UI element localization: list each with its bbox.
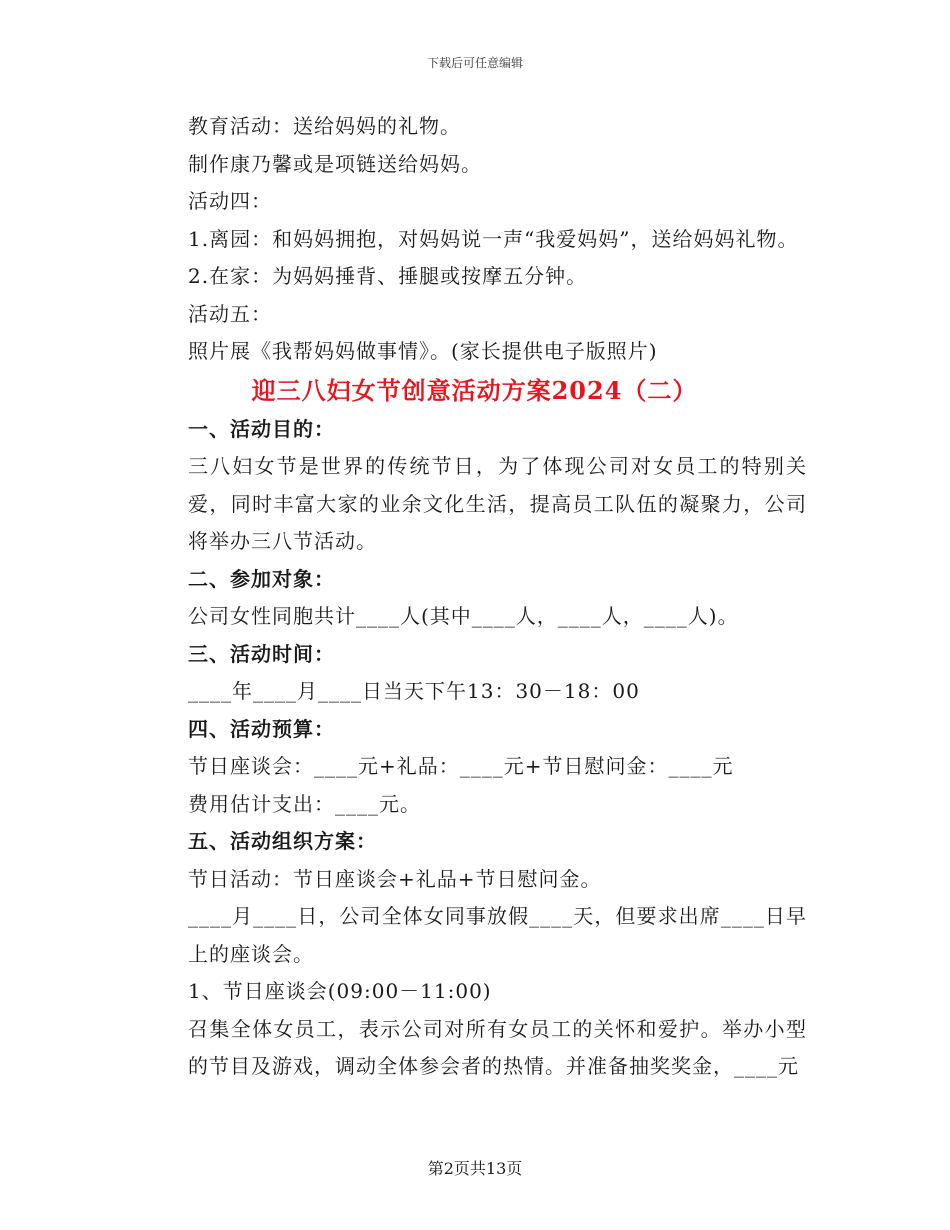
section-heading: 二、参加对象：	[188, 566, 335, 591]
paragraph: 节日座谈会：____元+礼品：____元+节日慰问金：____元	[188, 754, 734, 778]
paragraph: 活动四：	[188, 189, 272, 213]
page-footer: 第2页共13页	[427, 1159, 523, 1178]
paragraph: 2.在家：为妈妈捶背、捶腿或按摩五分钟。	[188, 264, 588, 288]
paragraph: 1.离园：和妈妈拥抱，对妈妈说一声“我爱妈妈”，送给妈妈礼物。	[188, 226, 799, 251]
paragraph: 节日活动：节日座谈会+礼品+节日慰问金。	[188, 866, 602, 891]
paragraph: 照片展《我帮妈妈做事情》。(家长提供电子版照片)	[188, 339, 658, 363]
document-body	[142, 108, 807, 1086]
section-heading: 三、活动时间：	[188, 641, 335, 666]
paragraph: 费用估计支出：____元。	[188, 791, 421, 816]
section-heading: 一、活动目的：	[188, 416, 335, 441]
section-heading: 四、活动预算：	[188, 716, 335, 741]
paragraph: 1、节日座谈会(09:00－11:00)	[188, 979, 492, 1003]
paragraph: 制作康乃馨或是项链送给妈妈。	[188, 151, 482, 176]
page-header: 下载后可任意编辑	[426, 56, 523, 70]
paragraph: 教育活动：送给妈妈的礼物。	[188, 114, 461, 138]
paragraph: 活动五：	[188, 301, 272, 326]
paragraph: 召集全体女员工，表示公司对所有女员工的关怀和爱护。举办小型的节目及游戏，调动全体参会者的热情。并准备抽奖奖金，____元	[188, 1016, 807, 1078]
paragraph: ____年____月____日当天下午13：30－18：00	[188, 679, 640, 703]
section-title: 迎三八妇女节创意活动方案2024（二）	[251, 375, 698, 405]
paragraph: ____月____日，公司全体女同事放假____天，但要求出席____日早上的座谈会。	[188, 904, 807, 966]
paragraph: 三八妇女节是世界的传统节日，为了体现公司对女员工的特别关爱，同时丰富大家的业余文化生活，提高员工队伍的凝聚力，公司将举办三八节活动。	[188, 454, 807, 553]
paragraph: 公司女性同胞共计____人(其中____人，____人，____人)。	[188, 604, 739, 628]
section-heading: 五、活动组织方案：	[188, 829, 377, 853]
